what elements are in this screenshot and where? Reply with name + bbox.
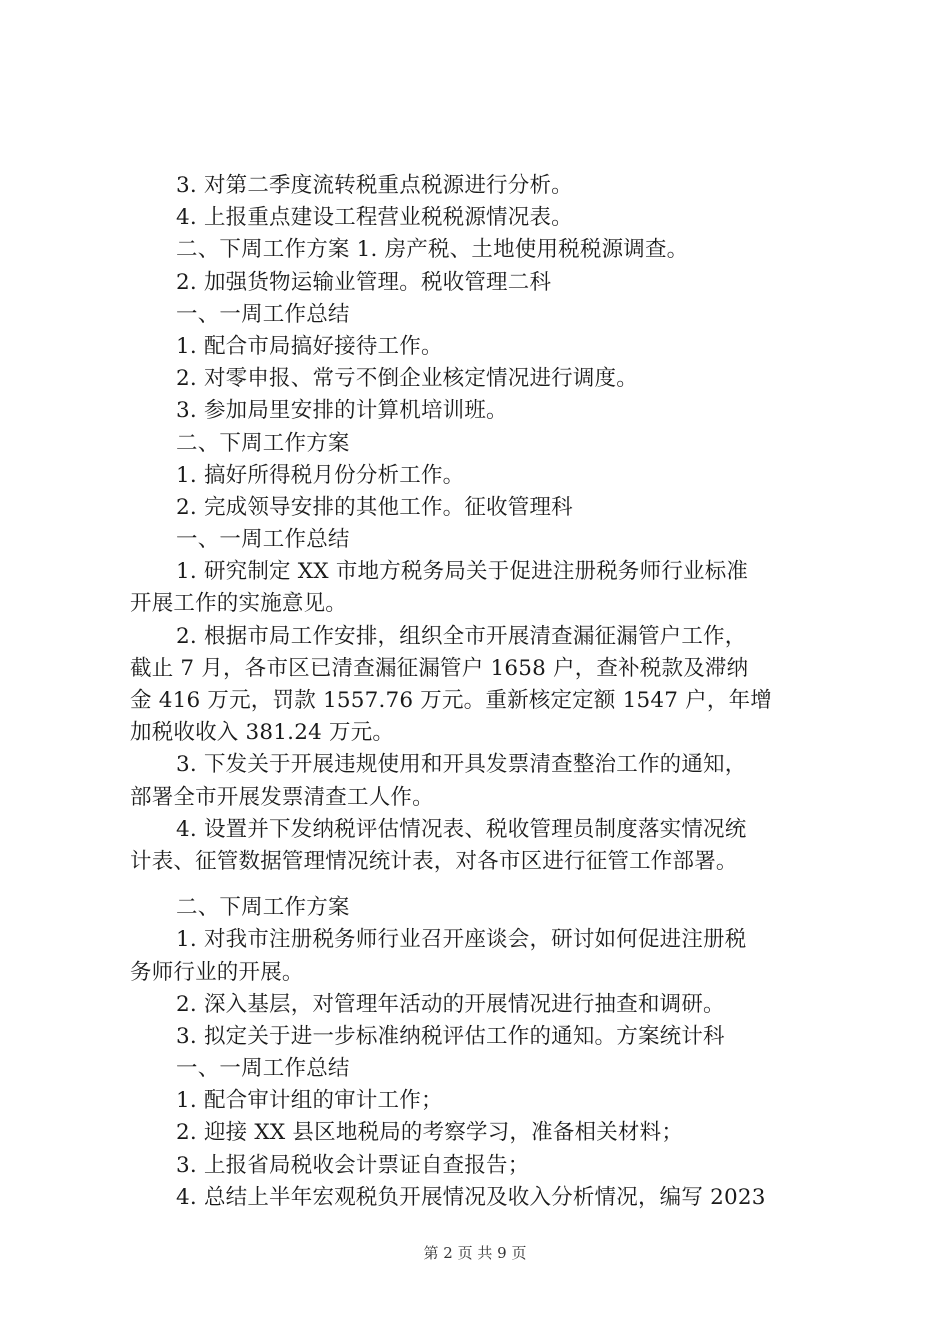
text-line: 2. 迎接 XX 县区地税局的考察学习，准备相关材料； — [176, 1120, 684, 1146]
text-line: 2. 深入基层，对管理年活动的开展情况进行抽查和调研。 — [176, 991, 725, 1017]
text-line: 3. 参加局里安排的计算机培训班。 — [176, 398, 508, 424]
text-line: 截止 7 月，各市区已清查漏征漏管户 1658 户，查补税款及滞纳 — [130, 655, 749, 681]
text-line: 3. 对第二季度流转税重点税源进行分析。 — [176, 173, 573, 198]
text-line: 4. 总结上半年宏观税负开展情况及收入分析情况，编写 2023 — [176, 1184, 766, 1210]
text-line: 计表、征管数据管理情况统计表，对各市区进行征管工作部署。 — [130, 848, 738, 874]
text-line: 2. 加强货物运输业管理。税收管理二科 — [176, 269, 552, 295]
text-line: 4. 上报重点建设工程营业税税源情况表。 — [176, 205, 573, 231]
text-line: 一、一周工作总结 — [176, 1056, 350, 1082]
text-line: 1. 配合市局搞好接待工作。 — [176, 333, 443, 359]
text-line: 4. 设置并下发纳税评估情况表、税收管理员制度落实情况统 — [176, 816, 747, 842]
text-line: 加税收收入 381.24 万元。 — [130, 720, 395, 746]
text-line: 务师行业的开展。 — [130, 959, 304, 985]
page-number-footer: 第 2 页 共 9 页 — [423, 1244, 527, 1262]
text-line: 1. 搞好所得税月份分析工作。 — [176, 462, 465, 488]
text-line: 一、一周工作总结 — [176, 527, 350, 553]
text-line: 3. 下发关于开展违规使用和开具发票清查整治工作的通知， — [176, 752, 747, 778]
text-line: 二、下周工作方案 — [176, 430, 350, 456]
text-line: 1. 对我市注册税务师行业召开座谈会，研讨如何促进注册税 — [176, 927, 747, 953]
text-line: 3. 拟定关于进一步标准纳税评估工作的通知。方案统计科 — [176, 1023, 725, 1049]
text-line: 部署全市开展发票清查工人作。 — [130, 784, 434, 810]
text-line: 2. 完成领导安排的其他工作。征收管理科 — [176, 494, 573, 520]
text-line: 1. 配合审计组的审计工作； — [176, 1088, 443, 1114]
text-line: 二、下周工作方案 — [176, 895, 350, 921]
text-line: 开展工作的实施意见。 — [130, 591, 348, 617]
text-line: 一、一周工作总结 — [176, 301, 350, 327]
text-line: 金 416 万元，罚款 1557.76 万元。重新核定定额 1547 户，年增 — [130, 688, 772, 713]
document-body — [130, 170, 876, 1214]
text-line: 3. 上报省局税收会计票证自查报告； — [176, 1152, 530, 1178]
text-line: 2. 对零申报、常亏不倒企业核定情况进行调度。 — [176, 366, 638, 392]
text-line: 二、下周工作方案 1. 房产税、土地使用税税源调查。 — [176, 237, 689, 263]
text-line: 1. 研究制定 XX 市地方税务局关于促进注册税务师行业标准 — [176, 559, 749, 585]
text-line: 2. 根据市局工作安排，组织全市开展清查漏征漏管户工作， — [176, 623, 747, 649]
